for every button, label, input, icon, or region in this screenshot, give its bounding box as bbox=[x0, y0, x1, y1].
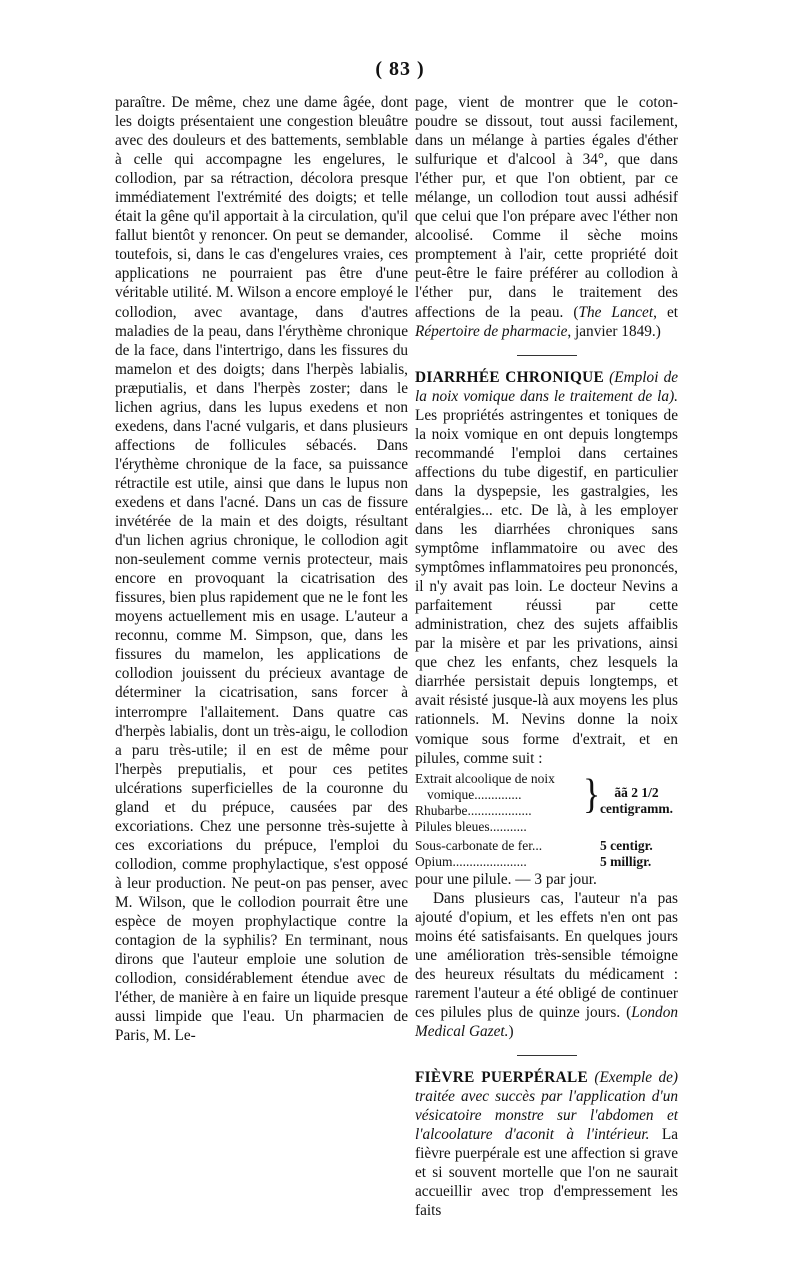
formula-grouped-dose bbox=[595, 771, 678, 835]
prescription-formula bbox=[415, 771, 678, 835]
paragraph-results bbox=[415, 889, 678, 1041]
section-heading-fievre bbox=[415, 1068, 678, 1220]
source-citation: The Lancet bbox=[578, 303, 654, 321]
section-subtitle: (Emploi de la noix vomique dans le traitement de la). bbox=[415, 368, 679, 405]
right-column bbox=[415, 93, 678, 1220]
section-title: DIARRHÉE CHRONIQUE bbox=[415, 368, 605, 386]
section-title: FIÈVRE PUERPÉRALE bbox=[415, 1069, 588, 1087]
formula-ingredient: Opium...................... bbox=[415, 853, 527, 869]
formula-ingredient: Extrait alcoolique de noix bbox=[415, 770, 555, 786]
left-column bbox=[115, 93, 408, 1045]
source-date: , janvier 1849.) bbox=[567, 322, 661, 340]
paragraph-text: Dans plusieurs cas, l'auteur n'a pas ajouté d'opium, et les effets n'en ont pas moins été satisfaisants. En quelques jours une amélioration très-sensible témoigne des heureux résultats du médicament : rarement l'auteur a été obligé de continuer ces pilules plus de quinze jours. ( bbox=[415, 889, 678, 1021]
grouping-brace: } bbox=[583, 770, 601, 817]
formula-ingredient: Pilules bleues........... bbox=[415, 818, 527, 834]
dose-amount: 5 centigr. bbox=[600, 837, 653, 853]
dose-amount: ãã 2 1/2 bbox=[614, 784, 659, 800]
left-column-text: paraître. De même, chez une dame âgée, dont les doigts présentaient une congestion bleuâtre avec des douleurs et des battements, semblable à celle qui accompagne les engelures, le collodion, par sa rétraction, décolora presque immédiatement l'extrémité des doigts; et telle était la gêne qu'il apportait à la circulation, qu'il fallut bientôt y renoncer. On peut se demander, toutefois, si, dans le cas d'engelures vraies, ces applications ne pourraient pas être d'une véritable utilité. M. Wilson a encore employé le collodion, avec avantage, dans d'autres maladies de la peau, dans l'érythème chronique de la face, dans l'intertrigo, dans les fissures du mamelon et des doigts; dans l'herpès labialis, præputialis, et dans l'herpès zoster; dans le lichen agrius, dans les lupus exedens et non exedens, dans l'acné vulgaris, et dans plusieurs affections de follicules sébacés. Dans l'érythème chronique de la face, sa puissance rétractile est utile, ainsi que dans le lupus non exedens et dans l'acné. Dans un cas de fissure invétérée de la main et des doigts, résultant d'un lichen agrius chronique, le collodion agit non-seulement comme vernis protecteur, mais encore en provoquant la cicatrisation des fissures, bien plus rapidement que ne le font les moyens actuellement mis en usage. L'auteur a reconnu, comme M. Simpson, que, dans les fissures du mamelon, les applications de collodion jouissent du précieux avantage de déterminer la cicatrisation, sans forcer à interrompre l'allaitement. Dans quatre cas d'herpès labialis, dont un très-aigu, le collodion a paru très-utile; il en est de même pour l'herpès preputialis, et pour ces petites ulcérations superficielles de la couronne du gland et du prépuce, causées par des excoriations. Chez une personne très-sujette à ces excoriations du prépuce, l'emploi du collodion, comme prophylactique, s'est opposé à leur production. Ne peut-on pas penser, avec M. Wilson, que le collodion pourrait être une espèce de moyen prophylactique contre la contagion de la syphilis? En terminant, nous dirons que l'auteur emploie une solution de collodion, considérablement étendue avec de l'éther, de manière à en faire un liquide presque aussi limpide que l'eau. Un pharmacien de Paris, M. Le- bbox=[115, 94, 408, 1045]
page-number: ( 83 ) bbox=[375, 58, 425, 80]
section-subtitle: (Exemple de) traitée avec succès par l'application d'un vésicatoire monstre sur l'abdomen et l'alcoolature d'aconit à l'intérieur. bbox=[415, 1069, 678, 1144]
source-connector: , et bbox=[653, 303, 678, 321]
formula-ingredient: vomique.............. bbox=[427, 786, 522, 802]
dose-unit: centigramm. bbox=[599, 800, 674, 816]
formula-ingredient: Sous-carbonate de fer... bbox=[415, 837, 543, 853]
source-citation: Répertoire de pharmacie bbox=[415, 322, 568, 340]
formula-extra-ingredients bbox=[415, 838, 678, 870]
section-heading-diarrhee bbox=[415, 368, 678, 768]
formula-ingredient: Rhubarbe................... bbox=[415, 802, 532, 818]
paragraph-text: La fièvre puerpérale est une affection si grave et si souvent mortelle que l'on ne saurait accueillir avec trop d'empressement les faits bbox=[415, 1126, 678, 1220]
source-close: ) bbox=[508, 1022, 514, 1040]
dosage-instruction: pour une pilule. — 3 par jour. bbox=[415, 870, 597, 888]
paragraph-text: page, vient de montrer que le coton-poudre se dissout, tout aussi facilement, dans un mélange à parties égales d'éther sulfurique et d'alcool à 34°, que dans l'éther pur, et que l'on obtient, par ce mélange, un collodion tout aussi adhésif que celui que l'on prépare avec l'éther non alcoolisé. Comme il sèche moins promptement à l'air, cette propriété doit peut-être le faire préférer au collodion à l'éther pur, dans le traitement des affections de la peau. ( bbox=[415, 94, 678, 321]
section-divider bbox=[517, 355, 577, 356]
paragraph-text: Les propriétés astringentes et toniques de la noix vomique en ont depuis longtemps recommandé l'emploi dans certaines affections du tube digestif, en particulier dans la dyspepsie, les gastralgies, les entéralgies... etc. De là, à les employer dans les diarrhées chroniques sans symptôme inflammatoire ou avec des symptômes inflammatoires peu prononcés, il n'y avait pas loin. Le docteur Nevins a parfaitement réussi par cette administration, chez des sujets affaiblis par la misère et par les privations, ainsi que chez les enfants, chez lesquels la diarrhée persistait depuis longtemps, et avait résisté jusque-là aux moyens les plus rationnels. M. Nevins donne la noix vomique sous forme d'extrait, et en pilules, comme suit : bbox=[415, 406, 678, 767]
dose-amount: 5 milligr. bbox=[600, 853, 652, 869]
source-citation: London Medical Gazet. bbox=[415, 1003, 678, 1040]
section-divider bbox=[517, 1055, 577, 1056]
formula-ingredients bbox=[415, 771, 583, 835]
paragraph-collodion-ether bbox=[415, 93, 678, 341]
